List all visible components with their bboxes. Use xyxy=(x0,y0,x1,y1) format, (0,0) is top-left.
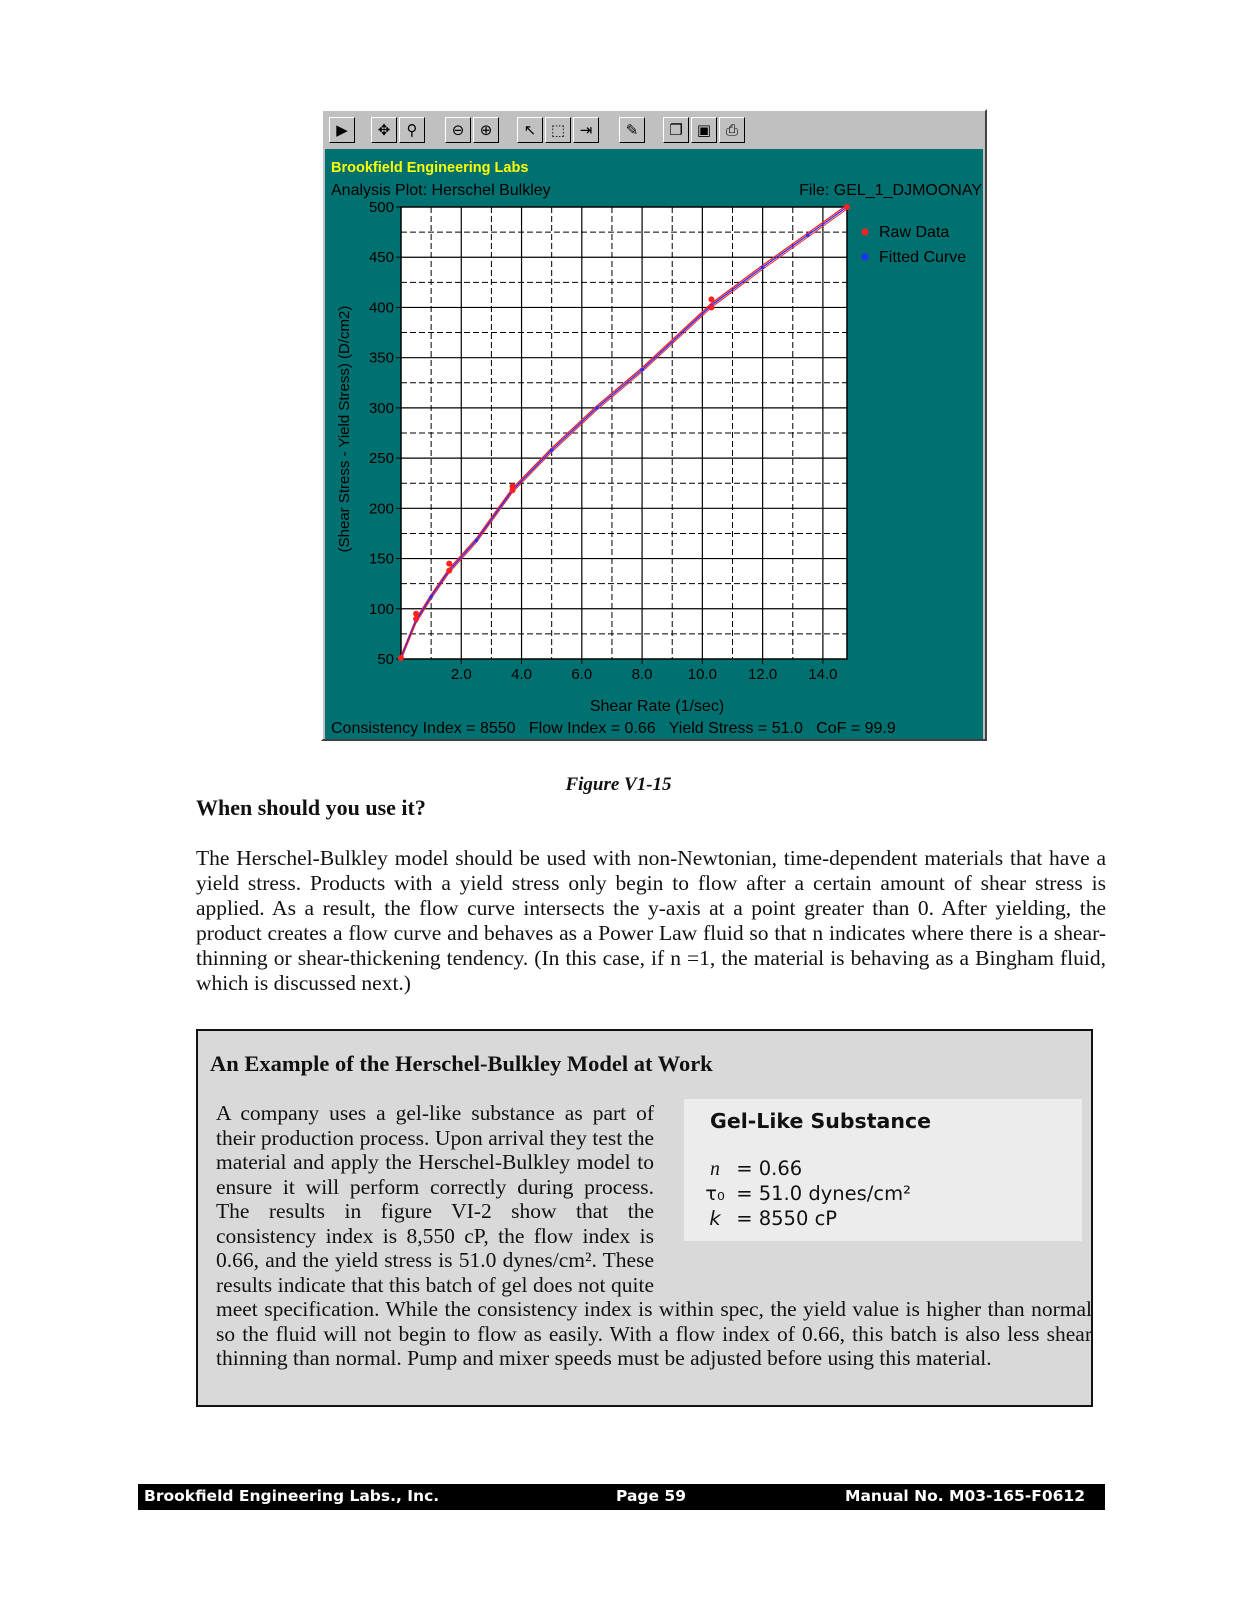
raw-data-point xyxy=(446,561,452,567)
y-tick-label: 500 xyxy=(368,199,394,216)
raw-data-point xyxy=(510,483,516,489)
copy-icon[interactable]: ❐ xyxy=(663,117,689,143)
fitted-point xyxy=(761,265,765,269)
body-paragraph: The Herschel-Bulkley model should be used with non-Newtonian, time-dependent materials that have a yield stress. Products with a yield stress only begin to flow after a certain amount of shear stress is applied. As a result, the flow curve intersects the y-axis at a point greater than 0. After yielding, the product creates a flow curve and behaves as a Power Law fluid so that n indicates where there is a shear-thinning or shear-thickening tendency. (In this case, if n =1, the material is behaving as a Bingham fluid, which is discussed next.) xyxy=(196,846,1106,995)
zoom-area-icon[interactable]: ⚲ xyxy=(399,117,425,143)
x-axis-label: Shear Rate (1/sec) xyxy=(589,698,725,715)
raw-data-point xyxy=(446,568,452,574)
footer-manual: Manual No. M03-165-F0612 xyxy=(845,1487,1085,1505)
herschel-bulkley-chart xyxy=(325,149,983,739)
figure-caption: Figure V1-15 xyxy=(565,774,672,795)
fitted-point xyxy=(550,448,554,452)
zoom-in-icon[interactable]: ⊕ xyxy=(473,117,499,143)
x-tick-label: 8.0 xyxy=(631,666,653,683)
param-symbol: n xyxy=(710,1159,720,1180)
fitted-point xyxy=(475,539,479,543)
example-body: A company uses a gel-like substance as part of their production process. Upon arrival they test the material and apply the Herschel-Bulkley model to ensure it will perform correctly during process. The results in figure VI-2 show that the consistency index is 8,550 cP, the flow index is 0.66, and the yield stress is 51.0 dynes/cm². These results indicate that this batch of gel does not quite meet specification. While the consistency index is within spec, the yield value is higher than normal so the fluid will not begin to flow as easily. With a flow index of 0.66, this batch is also less shear thinning than normal. Pump and mixer speeds must be adjusted before using this material. xyxy=(216,1101,1092,1370)
fitted-point xyxy=(806,233,810,237)
play-icon[interactable]: ▶ xyxy=(329,117,355,143)
analysis-plot-window xyxy=(321,109,987,741)
fitted-point xyxy=(429,595,433,599)
plot-area xyxy=(325,149,983,739)
properties-icon[interactable]: ✎ xyxy=(619,117,645,143)
y-tick-label: 400 xyxy=(368,299,394,317)
footer-page: Page 59 xyxy=(616,1487,686,1505)
select-box-icon[interactable]: ⬚ xyxy=(545,117,571,143)
legend-label: Fitted Curve xyxy=(879,249,967,266)
sidebar-title: Gel-Like Substance xyxy=(710,1109,931,1133)
legend-marker xyxy=(862,229,869,236)
fit-icon[interactable]: ⇥ xyxy=(573,117,599,143)
y-tick-label: 250 xyxy=(368,450,394,468)
y-tick-label: 350 xyxy=(368,349,394,367)
print-icon[interactable]: ⎙ xyxy=(719,117,745,143)
page-footer xyxy=(138,1484,1105,1510)
plot-toolbar xyxy=(323,111,985,149)
fitted-point xyxy=(595,406,599,410)
x-tick-label: 10.0 xyxy=(687,666,717,683)
save-icon[interactable]: ▣ xyxy=(691,117,717,143)
raw-data-point xyxy=(708,304,714,310)
y-tick-label: 300 xyxy=(368,399,394,417)
move-icon[interactable]: ✥ xyxy=(371,117,397,143)
raw-data-point xyxy=(708,296,714,302)
example-text xyxy=(216,1101,1092,1371)
zoom-out-icon[interactable]: ⊖ xyxy=(445,117,471,143)
param-symbol: k xyxy=(709,1207,721,1230)
plot-footer-stats: Consistency Index = 8550 Flow Index = 0.66 Yield Stress = 51.0 CoF = 99.9 xyxy=(331,720,896,737)
raw-data-point xyxy=(398,655,404,661)
raw-data-point xyxy=(844,204,850,210)
legend-label: Raw Data xyxy=(879,224,950,241)
legend-marker xyxy=(862,254,869,261)
y-tick-label: 50 xyxy=(377,651,394,668)
pointer-icon[interactable]: ↖ xyxy=(517,117,543,143)
footer-company: Brookfield Engineering Labs., Inc. xyxy=(144,1487,440,1505)
example-title: An Example of the Herschel-Bulkley Model at Work xyxy=(210,1051,713,1076)
plot-file-name: File: GEL_1_DJMOONAY xyxy=(799,182,982,199)
y-tick-label: 150 xyxy=(368,550,394,568)
y-tick-label: 100 xyxy=(368,600,394,618)
param-symbol: τ₀ xyxy=(705,1182,725,1205)
example-box xyxy=(196,1029,1093,1407)
param-value: = 0.66 xyxy=(736,1157,803,1180)
param-value: = 51.0 dynes/cm² xyxy=(736,1182,911,1205)
y-tick-label: 200 xyxy=(368,500,394,518)
plot-analysis-title: Analysis Plot: Herschel Bulkley xyxy=(331,182,551,199)
plot-header: Brookfield Engineering Labs xyxy=(331,160,529,176)
x-tick-label: 14.0 xyxy=(808,666,838,683)
x-tick-label: 6.0 xyxy=(571,666,593,683)
fitted-point xyxy=(640,368,644,372)
y-axis-label: (Shear Stress - Yield Stress) (D/cm2) xyxy=(336,305,353,553)
x-tick-label: 12.0 xyxy=(748,666,778,683)
param-value: = 8550 cP xyxy=(736,1207,838,1230)
raw-data-point xyxy=(413,611,419,617)
x-tick-label: 4.0 xyxy=(511,666,532,683)
section-heading: When should you use it? xyxy=(196,795,426,820)
legend xyxy=(862,224,967,266)
x-tick-label: 2.0 xyxy=(450,666,472,683)
y-tick-label: 450 xyxy=(368,249,394,267)
